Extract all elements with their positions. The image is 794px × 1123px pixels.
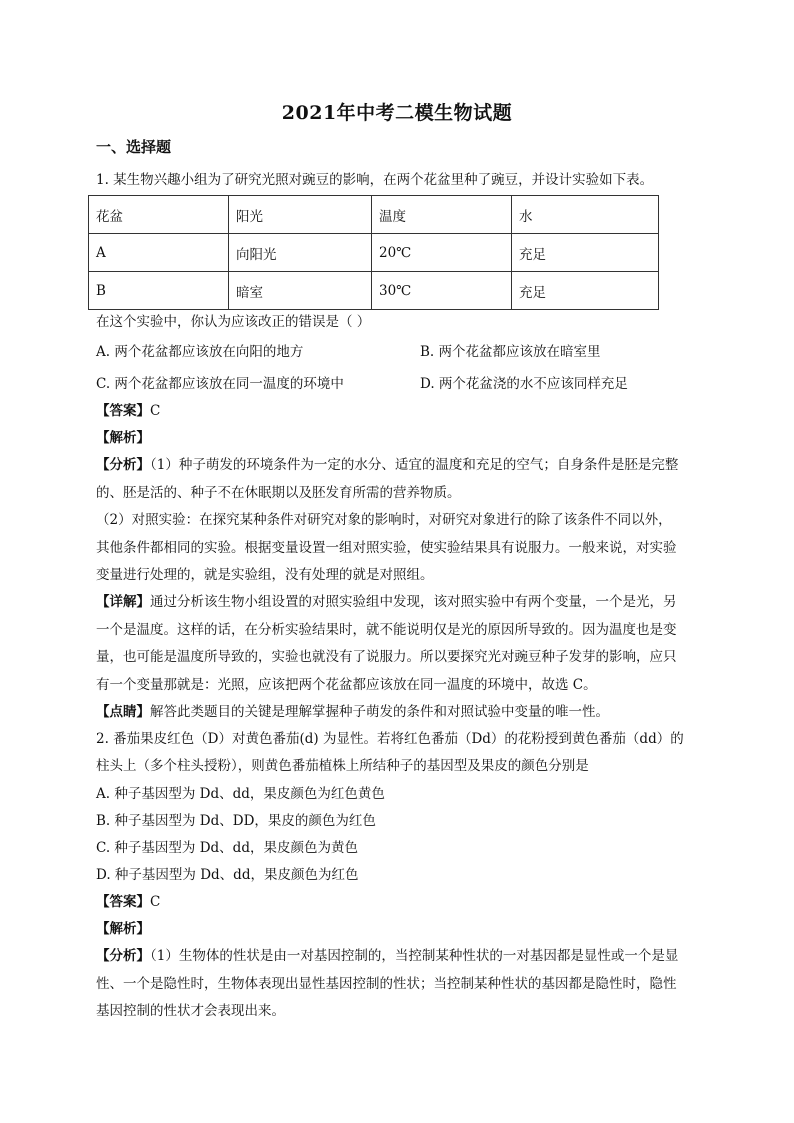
q1-analysis-tag: 【解析】 (96, 430, 150, 446)
fenxi-tag: 【分析】 (96, 948, 150, 964)
q2-fenxi-line: 基因控制的性状才会表现出来。 (96, 1003, 285, 1019)
q2-stem-line: 2. 番茄果皮红色（D）对黄色番茄(d) 为显性。若将红色番茄（Dd）的花粉授到黄色番茄（dd）的 (96, 731, 684, 747)
q1-answer (96, 402, 160, 420)
page-title: 2021年中考二模生物试题 (281, 102, 513, 124)
q2-analysis-tag: 【解析】 (96, 921, 150, 937)
q2-fenxi-line: 性、一个是隐性时，生物体表现出显性基因控制的性状；当控制某种性状的基因都是隐性时，隐性 (96, 976, 677, 992)
q1-option-b: B. 两个花盆都应该放在暗室里 (420, 344, 601, 360)
table-cell: 30℃ (372, 272, 512, 310)
answer-tag: 【答案】 (96, 894, 150, 910)
q1-fenxi-line: （2）对照实验：在探究某种条件对研究对象的影响时，对研究对象进行的除了该条件不同以外， (96, 512, 672, 528)
q1-xiangjie-line: 一个是温度。这样的话，在分析实验结果时，就不能说明仅是光的原因所导致的。因为温度也是变 (96, 622, 677, 638)
table-cell: 20℃ (372, 234, 512, 272)
fenxi-text: （1）种子萌发的环境条件为一定的水分、适宜的温度和充足的空气；自身条件是胚是完整 (150, 457, 679, 473)
q2-option-d: D. 种子基因型为 Dd、dd，果皮颜色为红色 (96, 867, 359, 883)
table-cell: 充足 (512, 234, 659, 272)
q1-option-a: A. 两个花盆都应该放在向阳的地方 (96, 344, 304, 360)
answer-value: C (150, 403, 161, 419)
dianjing-tag: 【点睛】 (96, 704, 150, 720)
q2-option-c: C. 种子基因型为 Dd、dd，果皮颜色为黄色 (96, 840, 358, 856)
table-header-row (89, 196, 659, 234)
table-header-cell: 花盆 (89, 196, 229, 234)
xiangjie-text: 通过分析该生物小组设置的对照实验组中发现，该对照实验中有两个变量，一个是光，另 (150, 594, 677, 610)
q1-fenxi-line: 其他条件都相同的实验。根据变量设置一组对照实验，使实验结果具有说服力。一般来说，对实验 (96, 540, 677, 556)
q1-fenxi-line: 的、胚是活的、种子不在休眠期以及胚发育所需的营养物质。 (96, 485, 461, 501)
table-row (89, 234, 659, 272)
q1-question: 在这个实验中，你认为应该改正的错误是（ ） (96, 314, 371, 330)
q1-xiangjie-line: 量，也可能是温度所导致的，实验也就没有了说服力。所以要探究光对豌豆种子发芽的影响，应只 (96, 649, 677, 665)
q1-option-c: C. 两个花盆都应该放在同一温度的环境中 (96, 376, 344, 392)
table-cell: 充足 (512, 272, 659, 310)
q2-option-a: A. 种子基因型为 Dd、dd，果皮颜色为红色黄色 (96, 786, 385, 802)
answer-tag: 【答案】 (96, 403, 150, 419)
q2-stem-line: 柱头上（多个柱头授粉），则黄色番茄植株上所结种子的基因型及果皮的颜色分别是 (96, 758, 589, 774)
q1-stem: 1. 某生物兴趣小组为了研究光照对豌豆的影响，在两个花盆里种了豌豆，并设计实验如下表。 (96, 172, 654, 188)
table-header-cell: 水 (512, 196, 659, 234)
q2-option-b: B. 种子基因型为 Dd、DD，果皮的颜色为红色 (96, 813, 376, 829)
table-cell: 暗室 (229, 272, 372, 310)
q1-option-d: D. 两个花盆浇的水不应该同样充足 (420, 376, 628, 392)
q1-xiangjie-line: 有一个变量那就是：光照，应该把两个花盆都应该放在同一温度的环境中，故选 C。 (96, 677, 597, 693)
q1-fenxi-line: 变量进行处理的，就是实验组，没有处理的就是对照组。 (96, 567, 434, 583)
section-heading: 一、选择题 (96, 138, 172, 156)
answer-value: C (150, 894, 161, 910)
table-cell: 向阳光 (229, 234, 372, 272)
q1-dianjing-line (96, 703, 609, 721)
fenxi-text: （1）生物体的性状是由一对基因控制的，当控制某种性状的一对基因都是显性或一个是显 (150, 948, 679, 964)
q2-answer (96, 893, 160, 911)
dianjing-text: 解答此类题目的关键是理解掌握种子萌发的条件和对照试验中变量的唯一性。 (150, 704, 609, 720)
table-row (89, 272, 659, 310)
fenxi-tag: 【分析】 (96, 457, 150, 473)
table-cell: A (89, 234, 229, 272)
q1-fenxi-line (96, 456, 678, 474)
xiangjie-tag: 【详解】 (96, 594, 150, 610)
table-header-cell: 温度 (372, 196, 512, 234)
experiment-table (88, 195, 659, 310)
table-cell: B (89, 272, 229, 310)
q1-xiangjie-line (96, 593, 677, 611)
q2-fenxi-line (96, 947, 678, 965)
table-header-cell: 阳光 (229, 196, 372, 234)
